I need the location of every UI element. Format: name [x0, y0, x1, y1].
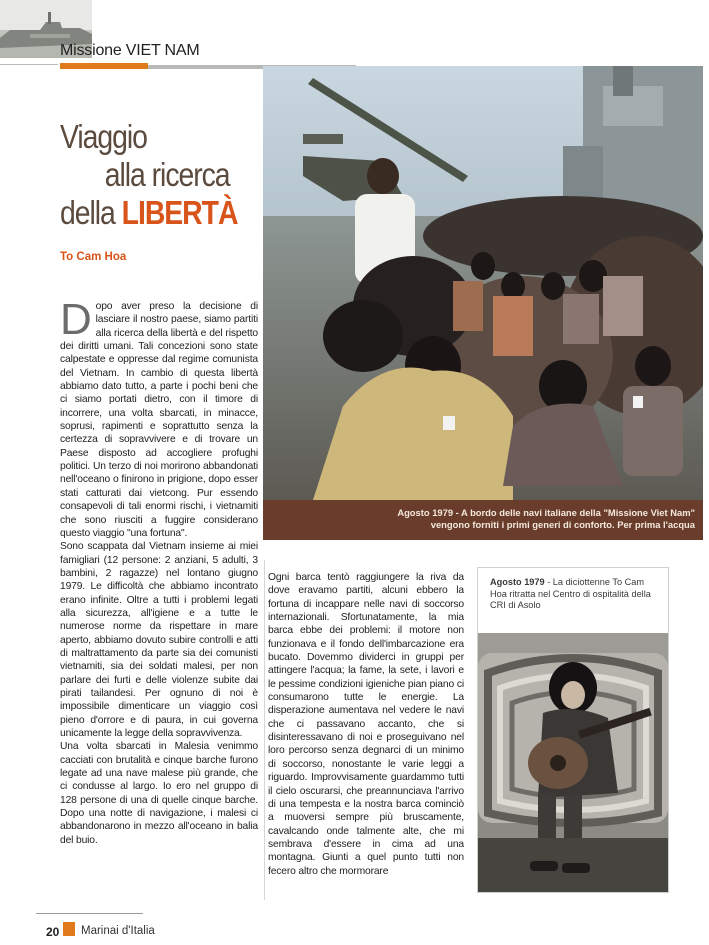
page-number: 20	[46, 925, 60, 939]
paragraph-1: opo aver preso la decisione di lasciare il nostro paese, siamo partiti alla ricerca della libertà e del rispetto dei diritti umani. Tali concezioni sono state calpestate e oppresse dal regime comunista del Vietnam. In cambio di questa libertà abbiamo dato tutto, a parte i pochi beni che ci siamo portati dietro, con il timore di incorrere, una volta sbarcati, in minacce, soprusi, rapimenti e soprattutto senza la certezza di sopravvivere e di trovare un Paese disposto ad accogliere profughi politici. Un terzo di noi morirono abbandonati nell'oceano o finirono in prigione, dopo esser stati catturati dai vietcong. Pur essendo consapevoli di tali enormi rischi, i vietnamiti che sono riusciti a fuggire considerano questo viaggio "una fortuna".	[60, 301, 258, 539]
footer-rule	[36, 913, 143, 914]
main-photo-refugees-on-deck	[263, 66, 703, 500]
header-rule	[0, 64, 58, 65]
article-column-2	[268, 571, 464, 878]
small-photo-girl-with-guitar	[478, 633, 668, 892]
column-divider	[264, 560, 265, 900]
footer-accent-box	[63, 922, 75, 936]
dropcap: D	[60, 295, 92, 344]
paragraph-4: Ogni barca tentò raggiungere la riva da dove eravamo partiti, alcuni ebbero la fortuna di incappare nelle navi di soccorso internazionali. Sfortunatamente, la mia barca ebbe dei problemi: il motore non funzionava e il fondo dell'imbarcazione era bucato. Dovemmo dividerci in gruppi per attingere l'acqua; la fame, la sete, i lavori e le pessime condizioni igieniche pian piano ci consumarono tutte le energie. La disperazione aumentava nel vedere le navi che ci passavano accanto, che si disinteressavano di noi e proseguivano nel loro percorso senza degnarci di un minimo di soccorso, nonostante le varie leggi a riguardo. Improvvisamente guardammo tutti il cielo oscurarsi, che preannunciava l'arrivo di una tempesta e la nostra barca cominciò a muoversi sempre più bruscamente, cavalcando onde talmente alte, che mi sembrava d'essere in cima ad una montagna. Giunti a quel punto tutti non fecero altro che mormorare	[268, 572, 464, 877]
small-caption-text: - La diciottenne To Cam Hoa ritratta nel Centro di ospitalità della CRI di Asolo	[490, 577, 651, 610]
magazine-name: Marinai d'Italia	[81, 925, 155, 937]
title-line-1: Viaggio	[60, 118, 147, 155]
title-line-3	[60, 194, 238, 232]
article-title	[60, 118, 260, 232]
small-caption-date: Agosto 1979	[490, 577, 545, 587]
header-accent-bar	[60, 63, 148, 69]
paragraph-3: Una volta sbarcati in Malesia venimmo cacciati con brutalità e cinque barche furono legate ad una nave malese più grande, che ci condusse al largo. Io ero nel gruppo di 128 persone di una di quelle cinque barche. Dopo una notte di navigazione, i malesi ci abbandonarono in mezzo all'oceano in balia del buio.	[60, 741, 258, 846]
title-emphasis: LIBERTÀ	[121, 194, 238, 231]
article-author: To Cam Hoa	[60, 251, 127, 263]
title-line-3-plain: della	[60, 194, 122, 231]
article-column-1	[60, 295, 258, 847]
main-photo-caption	[263, 500, 703, 540]
paragraph-2: Sono scappata dal Vietnam insieme ai miei famigliari (12 persone: 2 anziani, 5 adulti, 3 bambini, 2 ragazze) nel lontano giugno 1979. Le difficoltà che abbiamo incontrato erano infinite. Oltre a tutti i problemi legati alla sicurezza, all'igiene e a tutte le numerose norme da rispettare in mare aperto, abbiamo dovuto subire controlli e atti di maltrattamento da parte sia dei comunisti vietnamiti, sia dei soldati malesi, per non parlare dei furti e delle violenze subite dai pirati tailandesi. Per ognuno di noi è impossibile dimenticare un viaggio così pieno d'orrore e di paura, in cui governa unicamente la legge della sopravvivenza.	[60, 541, 258, 739]
section-label: Missione VIET NAM	[60, 42, 200, 59]
title-line-2: alla ricerca	[104, 156, 230, 193]
small-photo-caption	[490, 577, 660, 612]
main-caption-line-2: vengono forniti i primi generi di conforto. Per prima l'acqua	[430, 519, 695, 530]
main-caption-line-1: Agosto 1979 - A bordo delle navi italiane della "Missione Viet Nam"	[397, 507, 695, 518]
